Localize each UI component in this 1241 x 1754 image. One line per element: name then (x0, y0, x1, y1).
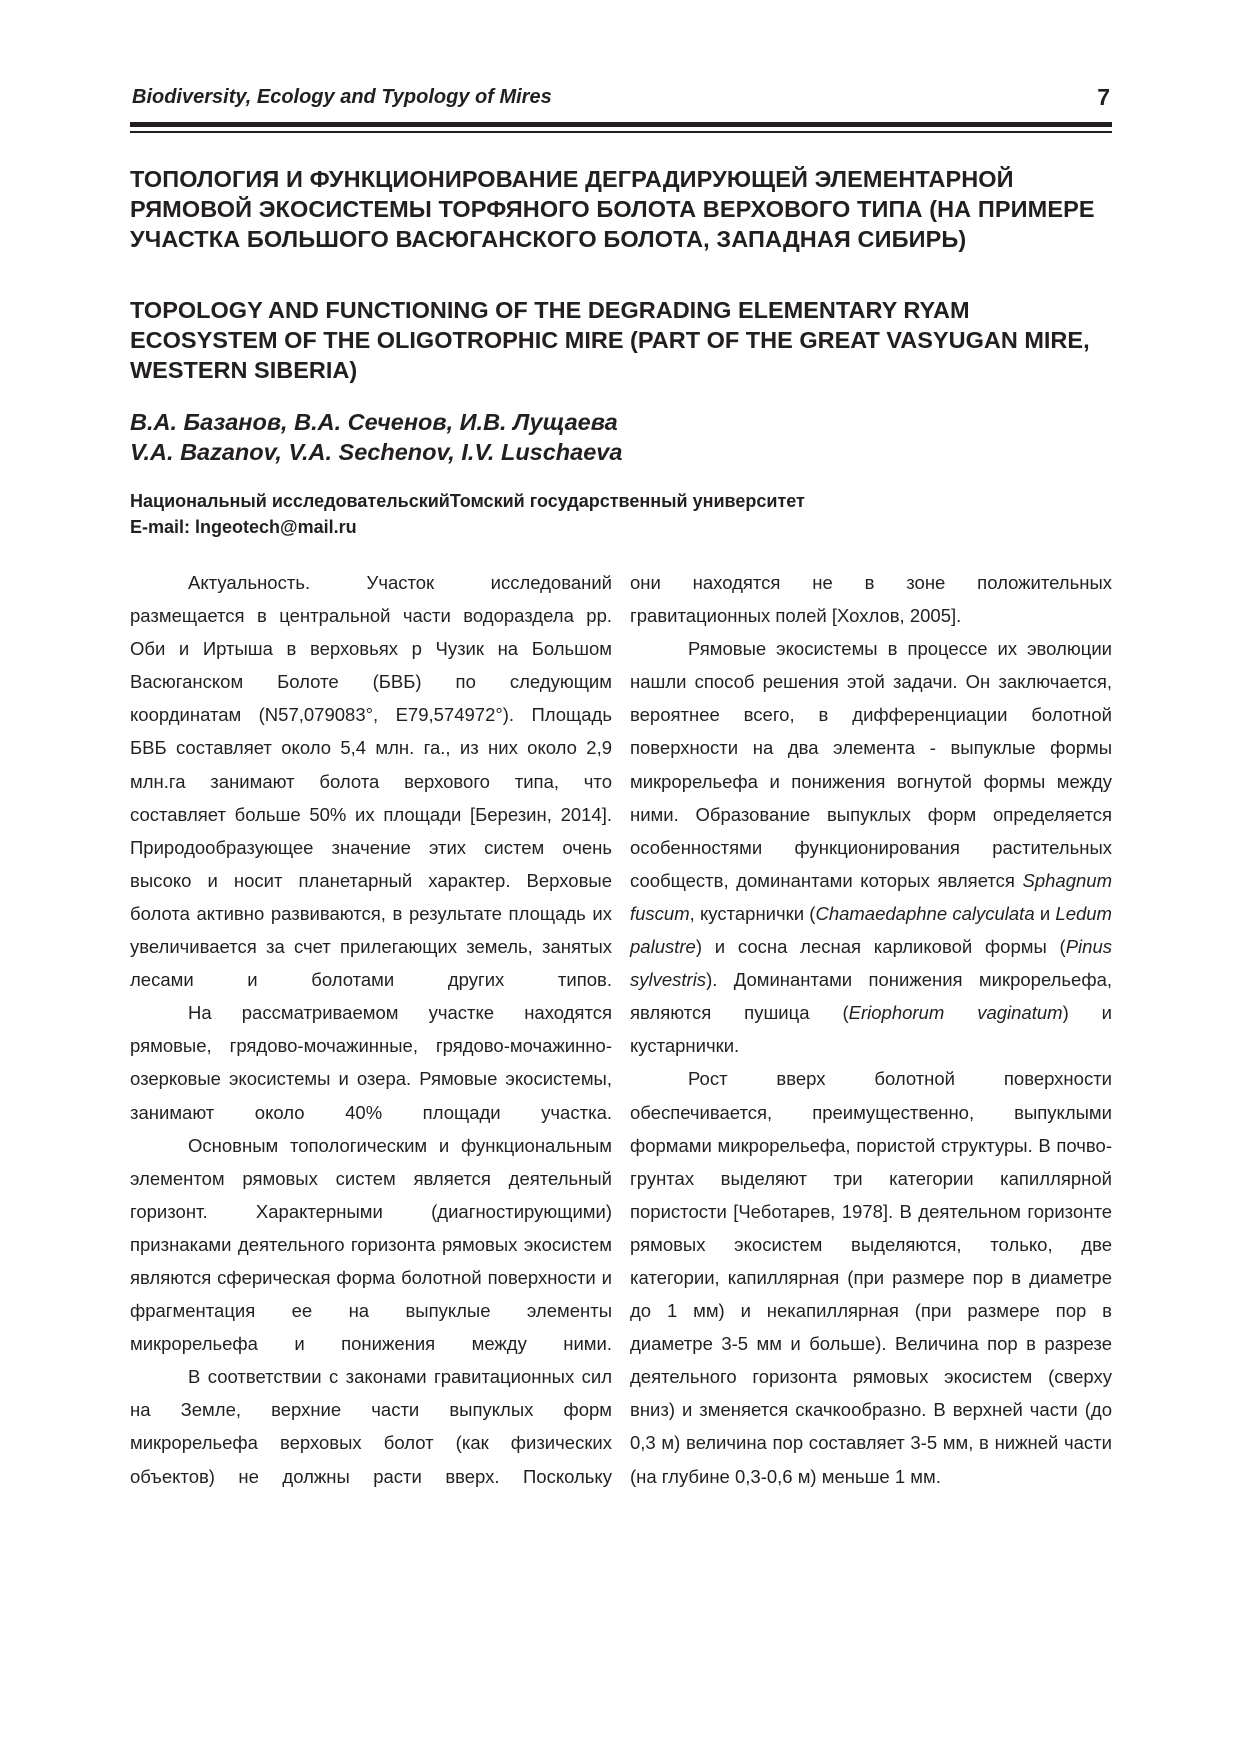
paragraph: они находятся не в зоне положительных гравитационных полей [Хохлов, 2005]. (630, 572, 1112, 627)
paragraph-text: , кустарнички ( (689, 902, 816, 924)
paragraph-text: ) и сосна лесная карликовой формы ( (695, 936, 1066, 958)
species-name: Eriophorum vaginatum (848, 1002, 1063, 1024)
paragraph-text: ). Доминантами понижения микрорельефа, являются пушица ( (630, 969, 1112, 1024)
species-name: Chamaedaphne calyculata (815, 902, 1035, 924)
authors-russian: В.А. Базанов, В.А. Сеченов, И.В. Лущаева (130, 409, 618, 435)
paragraph-text: Рямовые экосистемы в процессе их эволюции нашли способ решения этой задачи. Он заключается, вероятнее всего, в дифференциации болотной поверхности на два элемента - выпуклые формы микрорельефа и понижения вогнутой формы между ними. Образование выпуклых форм определяется особенностями функционирования растительных сообществ, доминантами которых является (630, 638, 1112, 891)
authors-english: V.A. Bazanov, V.A. Sechenov, I.V. Luschaeva (130, 439, 623, 465)
paper-page (130, 0, 1112, 1754)
paragraph-text: и (1034, 902, 1056, 924)
species-name: Ledum palustre (630, 902, 1112, 958)
species-name: Pinus sylvestris (630, 936, 1112, 991)
paragraph: В соответствии с законами гравитационных сил на Земле, верхние части выпуклых форм микрорельефа верховых болот (как физических объектов) не должны расти вверх. Поскольку (130, 1366, 612, 1487)
article-title-russian: ТОПОЛОГИЯ И ФУНКЦИОНИРОВАНИЕ ДЕГРАДИРУЮЩЕЙ ЭЛЕМЕНТАРНОЙ РЯМОВОЙ ЭКОСИСТЕМЫ ТОРФЯНОГО БОЛОТА ВЕРХОВОГО ТИПА (НА ПРИМЕРЕ УЧАСТКА БОЛЬШОГО ВАСЮГАНСКОГО БОЛОТА, ЗАПАДНАЯ СИБИРЬ) (130, 166, 1095, 252)
author-block (130, 407, 622, 467)
species-name: Sphagnum fuscum (630, 869, 1112, 924)
paragraph: Основным топологическим и функциональным элементом рямовых систем является деятельный горизонт. Характерными (диагностирующими) признаками деятельного горизонта рямовых экосистем являются сферическая форма болотной поверхности и фрагментация ее на выпуклые элементы микрорельефа и понижения между ними. (130, 1134, 612, 1355)
paragraph (630, 632, 1112, 1062)
journal-title: Biodiversity, Ecology and Typology of Mires (132, 86, 552, 108)
affiliation-name: Национальный исследовательскийТомский государственный университет (130, 491, 805, 511)
article-title-english: TOPOLOGY AND FUNCTIONING OF THE DEGRADING ELEMENTARY RYAM ECOSYSTEM OF THE OLIGOTROPHIC MIRE (PART OF THE GREAT VASYUGAN MIRE, WESTERN SIBERIA) (130, 297, 1090, 383)
paragraph: На рассматриваемом участке находятся рямовые, грядово-мочажинные, грядово-мочажинно-озерковые экосистемы и озера. Рямовые экосистемы, занимают около 40% площади участка. (130, 1002, 612, 1123)
left-column (130, 566, 612, 1493)
paragraph-text: ) и кустарнички. (630, 1002, 1113, 1057)
page-number: 7 (1097, 84, 1110, 110)
paragraph: Рост вверх болотной поверхности обеспечивается, преимущественно, выпуклыми формами микрорельефа, пористой структуры. В почво-грунтах выделяют три категории капиллярной пористости [Чеботарев, 1978]. В деятельном горизонте рямовых экосистем выделяются, только, две категории, капиллярная (при размере пор в диаметре до 1 мм) и некапиллярная (при размере пор в диаметре 3-5 мм и больше). Величина пор в разрезе деятельного горизонта рямовых экосистем (сверху вниз) и зменяется скачкообразно. В верхней части (до 0,3 м) величина пор составляет 3-5 мм, в нижней части (на глубине 0,3-0,6 м) меньше 1 мм. (630, 1068, 1112, 1487)
header-rule-thick (130, 122, 1112, 127)
header-rule-thin (130, 131, 1112, 133)
paragraph: Актуальность. Участок исследований размещается в центральной части водораздела рр. Оби и Иртыша в верховьях р Чузик на Большом Васюганском Болоте (БВБ) по следующим координатам (N57,079083°, E79,574972°). Площадь БВБ составляет около 5,4 млн. га., из них около 2,9 млн.га занимают болота верхового типа, что составляет больше 50% их площади [Березин, 2014]. Природообразующее значение этих систем очень высоко и носит планетарный характер. Верховые болота активно развиваются, в результате площадь их увеличивается за счет прилегающих земель, занятых лесами и болотами других типов. (130, 572, 612, 991)
affiliation-block (130, 488, 805, 540)
right-column (630, 566, 1112, 1493)
contact-email: E-mail: lngeotech@mail.ru (130, 517, 357, 537)
running-header (130, 84, 1112, 116)
